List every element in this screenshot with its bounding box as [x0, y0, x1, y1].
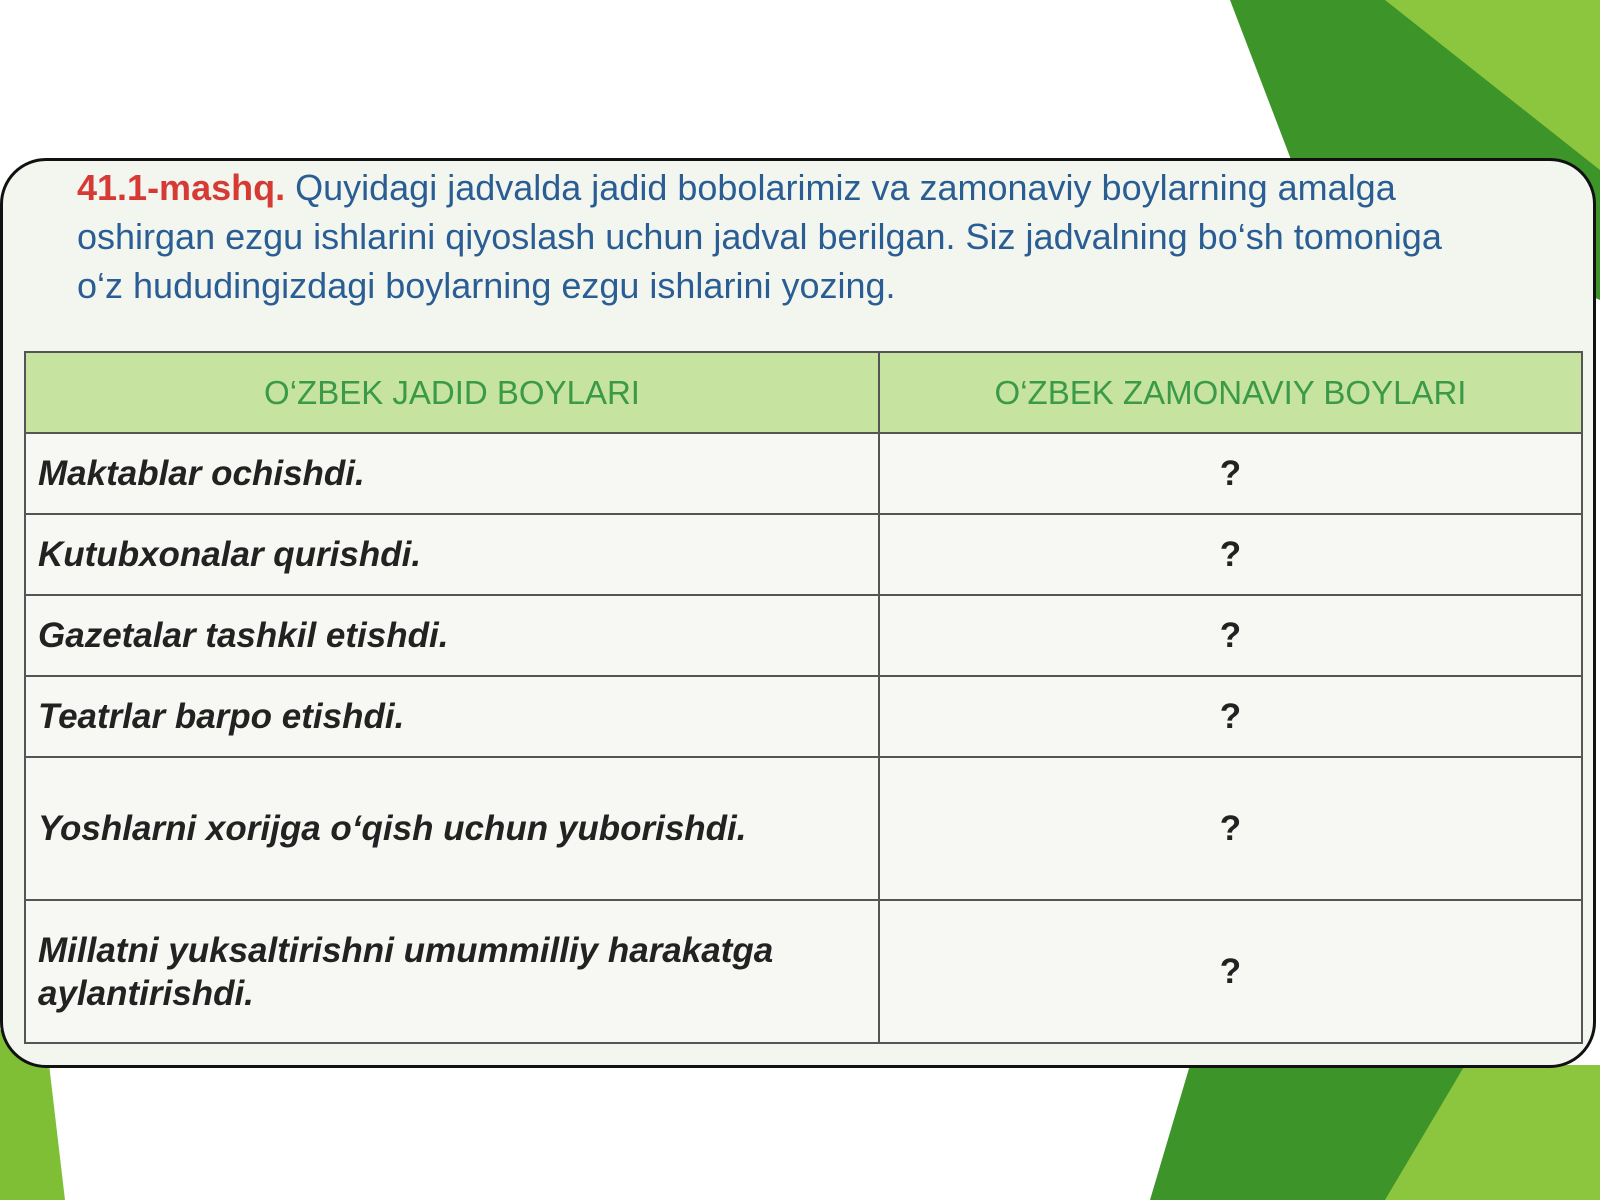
table-header-row — [25, 352, 1582, 433]
exercise-text-line-2: oshirgan ezgu ishlarini qiyoslash uchun jadval berilgan. Siz jadvalning bo‘sh tomoniga — [77, 216, 1442, 257]
table-row — [25, 757, 1582, 900]
modern-deed-answer-cell[interactable]: ? — [879, 514, 1582, 595]
header-zamonaviy-boylari: O‘ZBEK ZAMONAVIY BOYLARI — [879, 352, 1582, 433]
jadid-deed-cell: Gazetalar tashkil etishdi. — [25, 595, 879, 676]
jadid-deed-cell: Maktablar ochishdi. — [25, 433, 879, 514]
jadid-deed-cell: Yoshlarni xorijga o‘qish uchun yuborishdi. — [25, 757, 879, 900]
modern-deed-answer-cell[interactable]: ? — [879, 757, 1582, 900]
jadid-deed-cell: Kutubxonalar qurishdi. — [25, 514, 879, 595]
table-row — [25, 676, 1582, 757]
table-row — [25, 514, 1582, 595]
modern-deed-answer-cell[interactable]: ? — [879, 676, 1582, 757]
table-row — [25, 433, 1582, 514]
exercise-card — [0, 158, 1596, 1068]
jadid-deed-cell: Teatrlar barpo etishdi. — [25, 676, 879, 757]
exercise-text-line-1: Quyidagi jadvalda jadid bobolarimiz va zamonaviy boylarning amalga — [295, 167, 1396, 208]
table-row — [25, 595, 1582, 676]
exercise-text-line-3: o‘z hududingizdagi boylarning ezgu ishlarini yozing. — [77, 265, 896, 306]
header-jadid-boylari: O‘ZBEK JADID BOYLARI — [25, 352, 879, 433]
table-row — [25, 900, 1582, 1043]
modern-deed-answer-cell[interactable]: ? — [879, 433, 1582, 514]
modern-deed-answer-cell[interactable]: ? — [879, 595, 1582, 676]
exercise-line-1 — [77, 163, 1596, 212]
comparison-table — [24, 351, 1583, 1044]
exercise-instructions — [77, 163, 1596, 310]
modern-deed-answer-cell[interactable]: ? — [879, 900, 1582, 1043]
jadid-deed-cell: Millatni yuksaltirishni umummilliy harakatga aylantirishdi. — [25, 900, 879, 1043]
exercise-number: 41.1-mashq. — [77, 167, 286, 208]
